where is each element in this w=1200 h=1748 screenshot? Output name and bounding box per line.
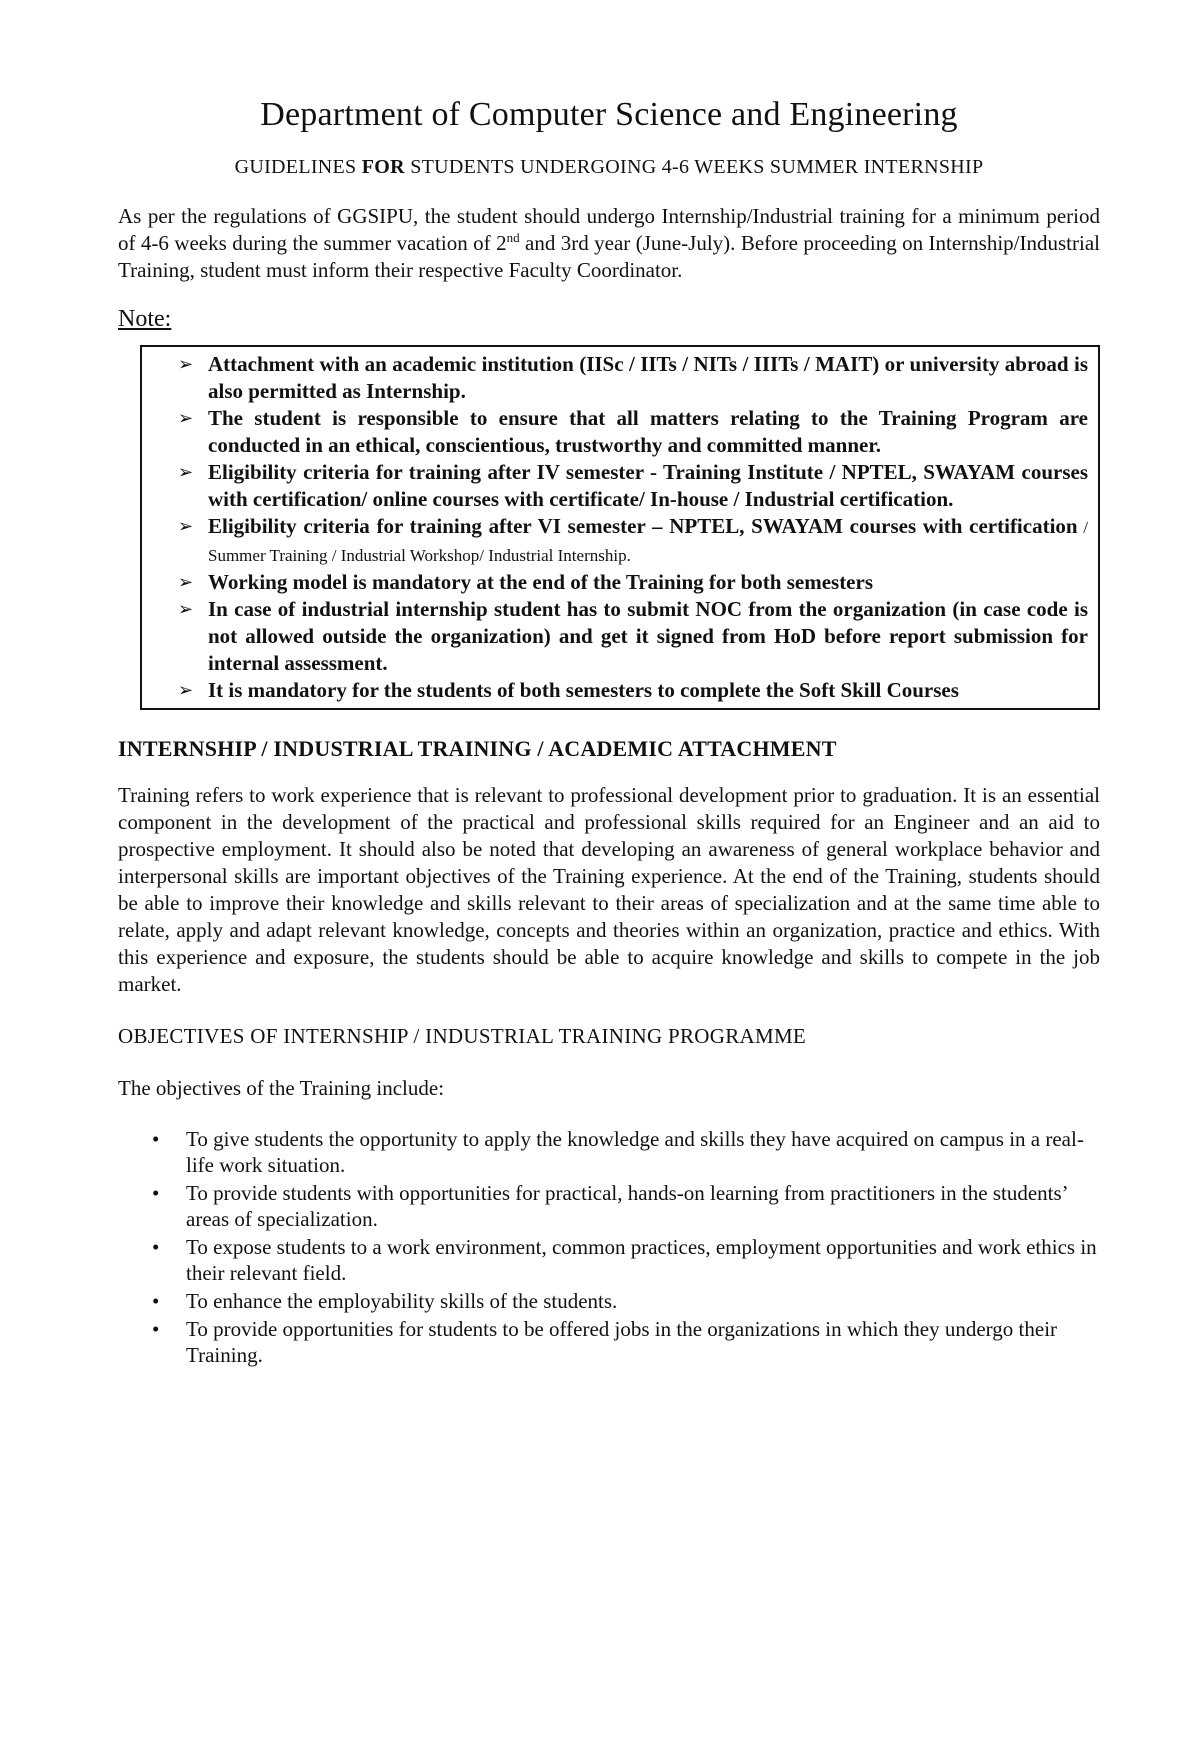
note-item xyxy=(178,596,1088,677)
list-item xyxy=(152,1316,1100,1368)
bullet-dot-icon: • xyxy=(152,1235,160,1259)
note-item-text: Eligibility criteria for training after IV semester - Training Institute / NPTEL, SWAYAM courses with certification/ online courses with certificate/ In-house / Industrial certification. xyxy=(208,460,1088,511)
subtitle-bold-word: FOR xyxy=(361,156,405,178)
arrow-bullet-icon: ➢ xyxy=(178,680,194,701)
bullet-dot-icon: • xyxy=(152,1127,160,1151)
list-item xyxy=(152,1288,1100,1314)
intro-text-part-1: As per the regulations of GGSIPU, the student should undergo Internship/Industrial training for a minimum period of 4-6 weeks during the summer vacation of 2 xyxy=(118,204,1100,255)
bullet-dot-icon: • xyxy=(152,1181,160,1205)
bullet-dot-icon: • xyxy=(152,1317,160,1341)
training-section-body: Training refers to work experience that is relevant to professional development prior to graduation. It is an essential component in the development of the practical and professional skills required for an Engineer and an aid to prospective employment. It should also be noted that developing an awareness of general workplace behavior and interpersonal skills are important objectives of the Training experience. At the end of the Training, students should be able to improve their knowledge and skills relevant to their areas of specialization and at the same time able to relate, apply and adapt relevant knowledge, concepts and theories within an organization, practice and ethics. With this experience and exposure, the students should be able to acquire knowledge and skills to compete in the job market. xyxy=(118,783,1100,996)
page-subtitle xyxy=(118,156,1100,179)
arrow-bullet-icon: ➢ xyxy=(178,462,194,483)
arrow-bullet-icon: ➢ xyxy=(178,408,194,429)
note-item-small-text: / Summer Training / Industrial Workshop/ Industrial Internship. xyxy=(208,518,1088,565)
arrow-bullet-icon: ➢ xyxy=(178,599,194,620)
note-item-text: It is mandatory for the students of both semesters to complete the Soft Skill Courses xyxy=(208,678,959,702)
bullet-dot-icon: • xyxy=(152,1289,160,1313)
note-item xyxy=(178,459,1088,513)
note-item-text: In case of industrial internship student has to submit NOC from the organization (in case code is not allowed outside the organization) and get it signed from HoD before report submission for internal assessment. xyxy=(208,597,1088,675)
note-item-text: Attachment with an academic institution (IISc / IITs / NITs / IIITs / MAIT) or university abroad is also permitted as Internship. xyxy=(208,352,1088,403)
list-item-text: To enhance the employability skills of the students. xyxy=(186,1289,618,1313)
list-item-text: To provide students with opportunities for practical, hands-on learning from practitioners in the students’ areas of specialization. xyxy=(186,1181,1068,1231)
intro-text-part-2: and 3rd year (June-July). Before proceeding on Internship/Industrial Training, student must inform their respective Faculty Coordinator. xyxy=(118,231,1100,282)
page-title: Department of Computer Science and Engineering xyxy=(260,96,958,133)
subtitle-part-2: STUDENTS UNDERGOING 4-6 WEEKS SUMMER INTERNSHIP xyxy=(404,156,984,178)
note-item xyxy=(178,405,1088,459)
note-item xyxy=(178,513,1088,569)
list-item xyxy=(152,1180,1100,1232)
note-item xyxy=(178,569,1088,596)
intro-paragraph xyxy=(118,203,1100,284)
intro-superscript: nd xyxy=(506,230,520,245)
training-section-heading: INTERNSHIP / INDUSTRIAL TRAINING / ACADEMIC ATTACHMENT xyxy=(118,736,837,761)
note-item-text: Working model is mandatory at the end of the Training for both semesters xyxy=(208,570,873,594)
list-item-text: To provide opportunities for students to be offered jobs in the organizations in which they undergo their Training. xyxy=(186,1317,1058,1367)
note-label: Note: xyxy=(118,306,172,332)
note-item xyxy=(178,677,1088,704)
note-list xyxy=(178,351,1088,704)
list-item xyxy=(152,1234,1100,1286)
subtitle-part-1: GUIDELINES xyxy=(234,156,362,178)
note-item-text: The student is responsible to ensure that all matters relating to the Training Program are conducted in an ethical, conscientious, trustworthy and committed manner. xyxy=(208,406,1088,457)
objectives-intro: The objectives of the Training include: xyxy=(118,1076,445,1100)
arrow-bullet-icon: ➢ xyxy=(178,354,194,375)
objectives-list xyxy=(118,1126,1100,1368)
note-item xyxy=(178,351,1088,405)
list-item-text: To give students the opportunity to apply the knowledge and skills they have acquired on campus in a real-life work situation. xyxy=(186,1127,1084,1177)
arrow-bullet-icon: ➢ xyxy=(178,572,194,593)
note-item-text: Eligibility criteria for training after VI semester – NPTEL, SWAYAM courses with certification xyxy=(208,514,1078,538)
list-item xyxy=(152,1126,1100,1178)
list-item-text: To expose students to a work environment, common practices, employment opportunities and work ethics in their relevant field. xyxy=(186,1235,1097,1285)
note-box xyxy=(140,345,1100,710)
objectives-section-heading: OBJECTIVES OF INTERNSHIP / INDUSTRIAL TRAINING PROGRAMME xyxy=(118,1024,807,1048)
arrow-bullet-icon: ➢ xyxy=(178,516,194,537)
